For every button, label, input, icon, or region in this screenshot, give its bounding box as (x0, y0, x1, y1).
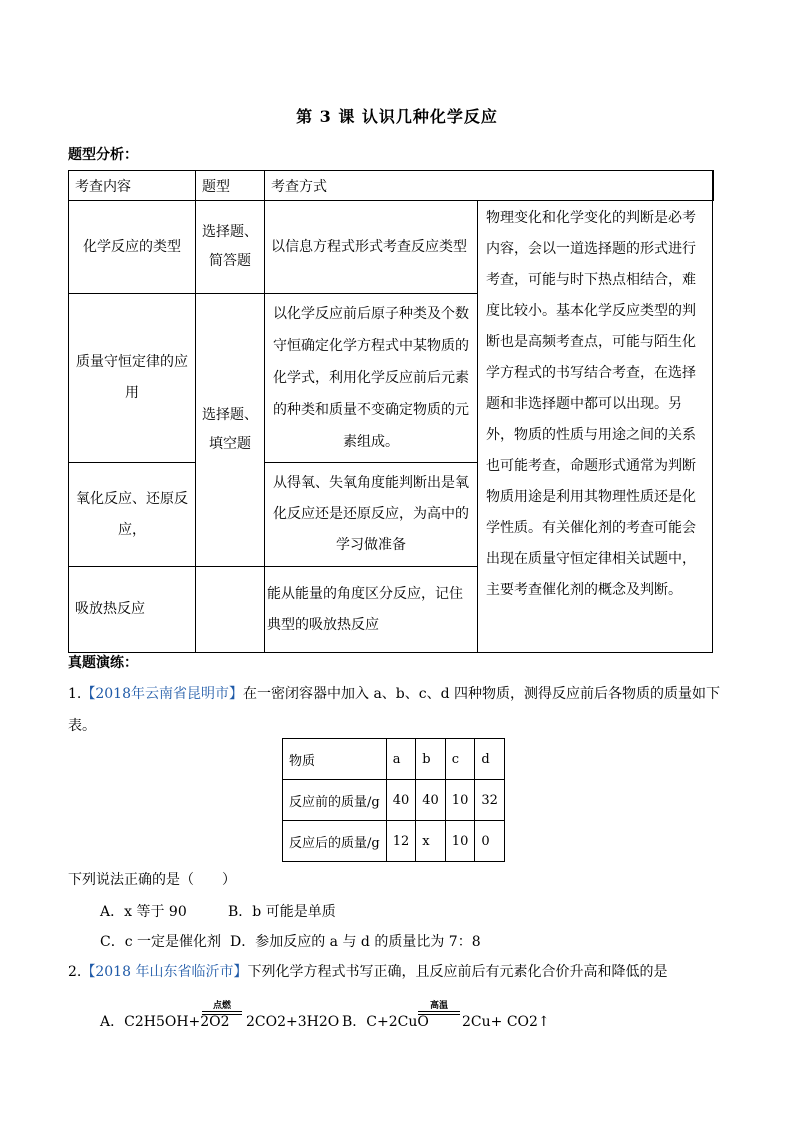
q2-a-right: 2CO2+3H2O (246, 1014, 340, 1030)
q1-data-table: 物质 a b c d 反应前的质量/g 40 40 10 32 反应后的质量/g 12 x 10 0 (282, 738, 505, 862)
q1-question: 下列说法正确的是（ ） (68, 872, 236, 888)
q1-option-c: C．c 一定是催化剂 (100, 934, 222, 950)
row1-method: 以信息方程式形式考查反应类型 (265, 201, 478, 294)
analysis-heading: 题型分析： (68, 147, 138, 163)
q2-a-arrow: 点燃 (202, 998, 242, 1015)
q2-a-left: C2H5OH+2O2 (124, 1014, 230, 1030)
row4-content: 吸放热反应 (69, 567, 196, 653)
q2-b-left: C+2CuO (366, 1014, 429, 1030)
header-content: 考查内容 (69, 171, 196, 201)
row2-content: 质量守恒定律的应用 (69, 294, 196, 463)
q1-option-d: D．参加反应的 a 与 d 的质量比为 7：8 (230, 934, 481, 950)
row4-method: 能从能量的角度区分反应，记住典型的吸放热反应 (265, 567, 478, 653)
header-type: 题型 (196, 171, 265, 201)
row2-type: 选择题、填空题 (196, 294, 265, 567)
q2-source: 【2018 年山东省临沂市】 (81, 964, 248, 980)
header-method: 考查方式 (265, 171, 713, 201)
q2-b-right: 2Cu+ CO2↑ (462, 1014, 550, 1030)
q1-source: 【2018年云南省昆明市】 (81, 686, 243, 702)
row3-content: 氧化反应、还原反应， (69, 463, 196, 567)
q1-option-b: B．b 可能是单质 (228, 904, 336, 920)
analysis-table (68, 170, 714, 653)
q2-stem: 2.【2018 年山东省临沂市】下列化学方程式书写正确，且反应前后有元素化合价升高和降低的是 (68, 964, 668, 980)
practice-heading: 真题演练： (68, 655, 138, 671)
q1-option-a: A．x 等于 90 (100, 904, 187, 920)
q1-stem: 1.【2018年云南省昆明市】在一密闭容器中加入 a、b、c、d 四种物质，测得反应前后各物质的质量如下表。 (68, 686, 721, 734)
row1-type: 选择题、简答题 (196, 201, 265, 294)
q2-option-b: B．C+2CuO (342, 1014, 429, 1030)
q2-option-a: A．C2H5OH+2O2 (100, 1014, 230, 1030)
row2-method: 以化学反应前后原子种类及个数守恒确定化学方程式中某物质的化学式，利用化学反应前后元素的种类和质量不变确定物质的元素组成。 (265, 294, 478, 463)
row1-content: 化学反应的类型 (69, 201, 196, 294)
q2-b-arrow: 高温 (418, 998, 460, 1015)
row4-type (196, 567, 265, 653)
lesson-title: 第 3 课 认识几种化学反应 (296, 107, 498, 126)
row3-method: 从得氧、失氧角度能判断出是氧化反应还是还原反应，为高中的学习做准备 (265, 463, 478, 567)
note-cell: 物理变化和化学变化的判断是必考内容，会以一道选择题的形式进行考查，可能与时下热点相结合，难度比较小。基本化学反应类型的判断也是高频考查点，可能与陌生化学方程式的书写结合考查，在选择题和非选择题中都可以出现。另外，物质的性质与用途之间的关系也可能考查，命题形式通常为判断物质用途是利用其物理性质还是化学性质。有关催化剂的考查可能会出现在质量守恒定律相关试题中，主要考查催化剂的概念及判断。 (478, 201, 713, 653)
